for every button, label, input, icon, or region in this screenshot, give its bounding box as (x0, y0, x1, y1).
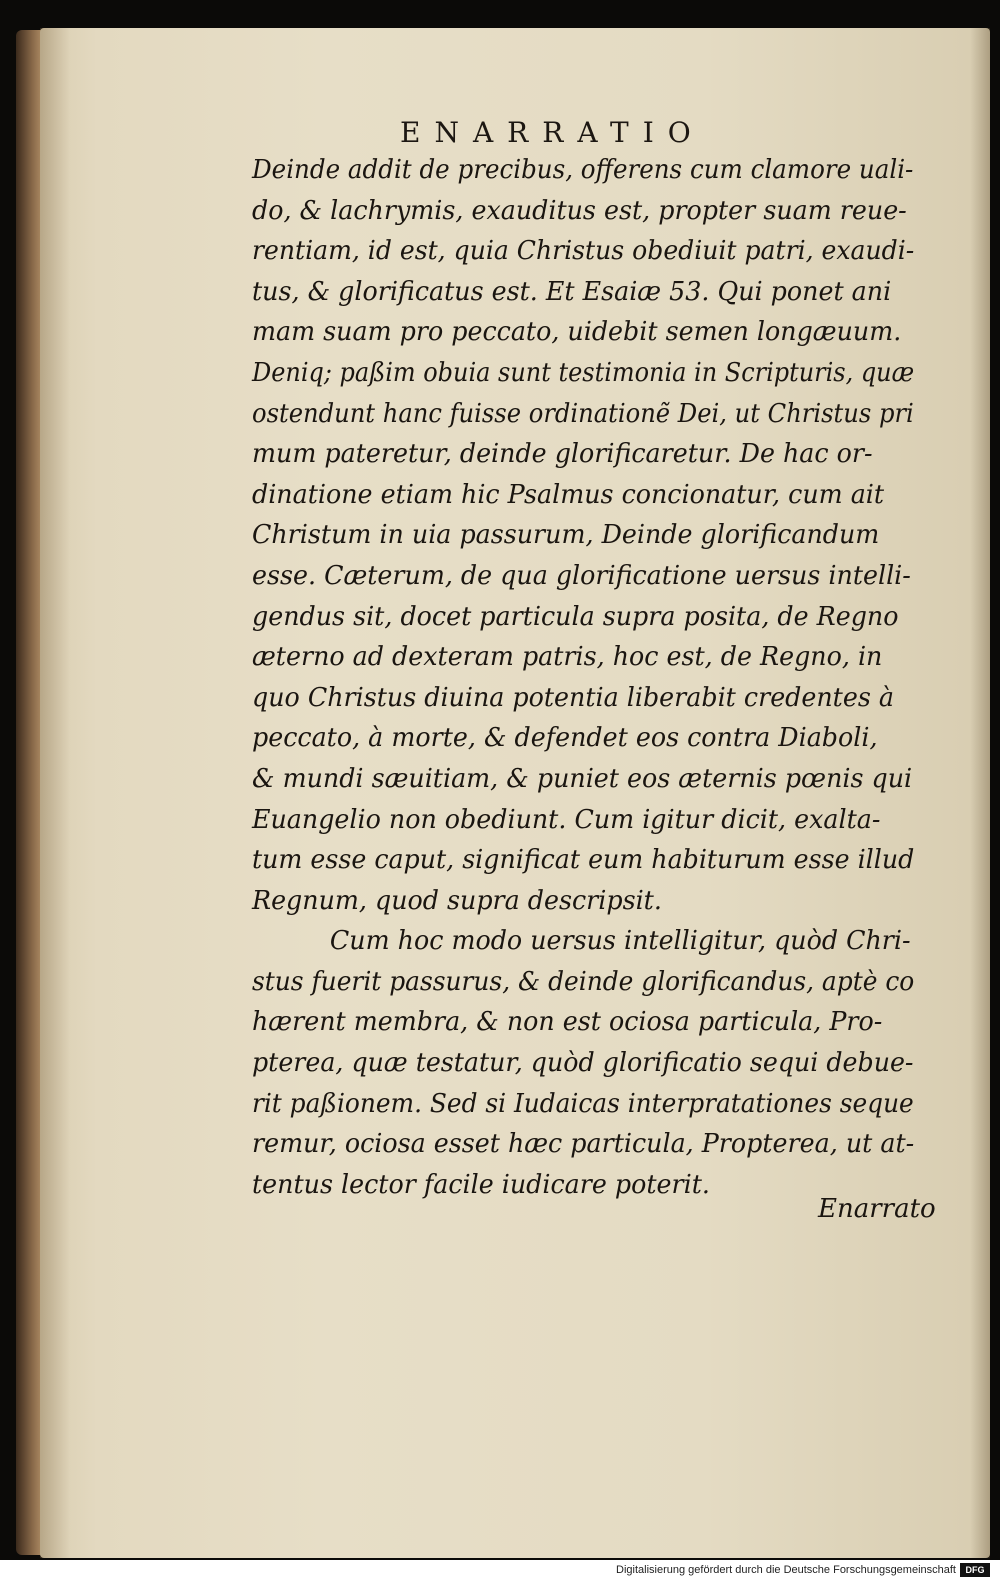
text-line: peccato, à morte, & defendet eos contra Diaboli, (252, 723, 878, 754)
text-line: æterno ad dexteram patris, hoc est, de Regno, in (252, 642, 883, 673)
text-line: esse. Cæterum, de qua glorificatione uersus intelli- (252, 560, 911, 591)
text-line: do, & lachrymis, exauditus est, propter suam reue- (252, 195, 907, 226)
text-line: Christum in uia passurum, Deinde glorificandum (252, 520, 880, 551)
dfg-logo: DFG (960, 1563, 990, 1577)
text-line: mum pateretur, deinde glorificaretur. De hac or- (252, 439, 873, 470)
text-line: stus fuerit passurus, & deinde glorificandus, aptè co (252, 966, 915, 997)
text-line: pterea, quæ testatur, quòd glorificatio sequi debue- (252, 1048, 914, 1079)
text-line: dinatione etiam hic Psalmus concionatur, cum ait (252, 479, 885, 510)
text-line: Cum hoc modo uersus intelligitur, quòd Chri- (329, 926, 911, 957)
running-head: ENARRATIO (400, 116, 705, 149)
page-gutter-shadow (40, 28, 70, 1558)
text-line: & mundi sæuitiam, & puniet eos æternis pœnis qui (252, 763, 913, 794)
page-edge-shadow (970, 28, 990, 1558)
text-line: tus, & glorificatus est. Et Esaiæ 53. Qui ponet ani (252, 276, 892, 307)
text-line: Deniq; paßim obuia sunt testimonia in Scripturis, quæ (252, 357, 915, 388)
text-line: mam suam pro peccato, uidebit semen longæuum. (252, 317, 902, 348)
text-line: gendus sit, docet particula supra posita, de Regno (252, 601, 899, 632)
text-line: Regnum, quod supra descripsit. (252, 885, 662, 916)
text-line: hærent membra, & non est ociosa particula, Pro- (252, 1007, 883, 1038)
text-line: tentus lector facile iudicare poterit. (252, 1169, 710, 1200)
digitization-credit: Digitalisierung gefördert durch die Deutsche Forschungsgemeinschaft (616, 1564, 956, 1576)
text-line: tum esse caput, significat eum habiturum esse illud (252, 845, 915, 876)
text-line: quo Christus diuina potentia liberabit credentes à (252, 682, 895, 713)
text-line: rentiam, id est, quia Christus obediuit patri, exaudi- (252, 236, 915, 267)
text-line: Deinde addit de precibus, offerens cum clamore uali- (252, 155, 914, 185)
text-line: remur, ociosa esset hæc particula, Propterea, ut at- (252, 1129, 915, 1160)
catchword: Enarrato (818, 1194, 936, 1224)
text-line: rit paßionem. Sed si Iudaicas interpratationes seque (252, 1088, 914, 1119)
text-line: ostendunt hanc fuisse ordinationẽ Dei, ut Christus pri (252, 398, 914, 429)
main-text-block (252, 150, 932, 1205)
text-line: Euangelio non obediunt. Cum igitur dicit, exalta- (252, 804, 881, 835)
